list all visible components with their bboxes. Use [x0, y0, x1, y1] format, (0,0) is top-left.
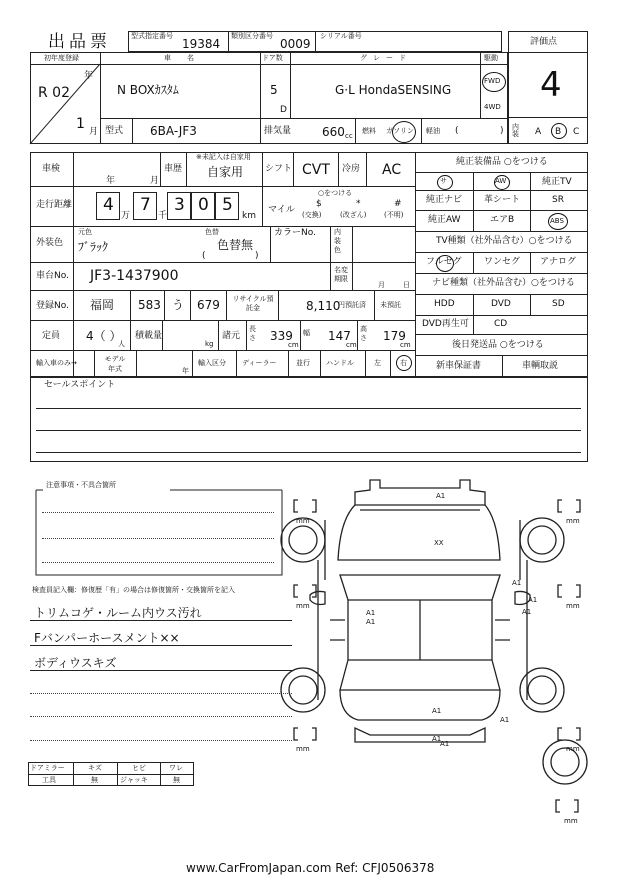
damage-right-front: A1	[512, 579, 522, 587]
unknown-label: (不明)	[384, 211, 404, 219]
recycle-value: 8,110	[306, 299, 341, 313]
damage-left-door-2: A1	[366, 618, 376, 626]
grade-label: グレード	[360, 54, 412, 62]
mileage-digit-4: 0	[198, 195, 209, 215]
fuel-label: 燃料	[362, 127, 376, 135]
first-reg-label: 初年度登録	[44, 54, 79, 62]
shaken-month: 月	[150, 176, 160, 186]
use-value: 自家用	[207, 165, 244, 179]
color-value: ﾌﾞﾗｯｸ	[78, 240, 109, 254]
tire-mm-rear-right-2: mm	[566, 745, 580, 753]
damage-right-door-2: A1	[522, 608, 532, 616]
drive-fwd: FWD	[484, 77, 501, 85]
color-num-label: カラーNo.	[274, 228, 316, 238]
width-label: 幅	[303, 329, 310, 337]
load-label: 積載量	[135, 331, 163, 341]
car-name-value: N BOXｶｽﾀﾑ	[117, 83, 179, 97]
legend-none-1: 無	[91, 776, 98, 784]
width-value: 147	[328, 329, 351, 343]
name-change-label: 名変期限	[334, 266, 348, 283]
sunroof-item: サ	[440, 177, 447, 185]
tire-mm-rear-right: mm	[566, 602, 580, 610]
genuine-navi-item: 純正ナビ	[426, 195, 463, 205]
sales-point-label: セールスポイント	[44, 380, 116, 390]
analog-item: アナログ	[540, 257, 577, 267]
rating-label: 評価点	[530, 37, 558, 47]
first-reg-era: R 02	[38, 85, 70, 101]
tire-mm-front-left: mm	[296, 517, 310, 525]
inspector-note: 検査員記入欄：修復歴「有」の場合は修復箇所・交換箇所を記入	[32, 586, 235, 594]
right-label: 右	[400, 359, 407, 367]
tire-mm-spare: mm	[564, 817, 578, 825]
note-line-1: トリムコゲ・ルーム内ウス汚れ	[34, 606, 202, 620]
parallel-label: 並行	[296, 359, 310, 367]
mileage-digit-5: 5	[222, 195, 233, 215]
handle-label: ハンドル	[326, 359, 354, 367]
leather-item: 革シート	[484, 195, 521, 205]
grade-value: G·L HondaSENSING	[335, 83, 452, 97]
length-unit: cm	[288, 341, 299, 349]
left-label: 左	[374, 359, 381, 367]
abs-item: ABS	[550, 217, 564, 225]
width-unit: cm	[346, 341, 357, 349]
damage-right-rear: A1	[500, 716, 510, 724]
dims-label: 諸元	[222, 331, 241, 341]
displacement-label: 排気量	[264, 126, 292, 136]
airbag-item: エアB	[490, 215, 515, 225]
shaken-label: 車検	[42, 164, 61, 174]
drive-label: 駆動	[484, 54, 498, 62]
model-spec-value: 19384	[182, 37, 221, 51]
aw-item: AW	[495, 177, 507, 185]
model-spec-label: 型式指定番号	[131, 32, 173, 40]
dvd-item: DVD	[491, 299, 511, 309]
category-value: 0009	[280, 37, 311, 51]
swap-symbol: $	[316, 199, 322, 209]
capacity-label: 定員	[42, 331, 61, 341]
shift-value: CVT	[302, 162, 330, 178]
height-value: 179	[383, 329, 406, 343]
length-value: 339	[270, 329, 293, 343]
mileage-digit-2: 7	[140, 195, 151, 215]
displacement-unit: cc	[345, 132, 353, 140]
tv-header: TV種類（社外品含む）○をつける	[436, 236, 573, 246]
dvd-player-item: DVD再生可	[422, 319, 469, 329]
interior-b: B	[555, 127, 562, 137]
mark-note: ○をつける	[318, 189, 353, 197]
load-unit: kg	[205, 340, 214, 348]
interior-c: C	[573, 127, 580, 137]
capacity-unit: 人	[118, 340, 125, 348]
serial-label: シリアル番号	[320, 32, 362, 40]
height-label: 高さ	[360, 325, 367, 342]
rating-value: 4	[540, 65, 562, 105]
navi-header: ナビ種類（社外品含む）○をつける	[432, 278, 575, 288]
reg-num: 679	[197, 298, 220, 312]
tire-mm-front-right: mm	[566, 517, 580, 525]
import-class-label: 輸入区分	[198, 359, 226, 367]
recycle-unpaid: 未預託	[380, 301, 401, 309]
reg-label: 登録No.	[36, 301, 69, 311]
damage-right-door-1: A1	[528, 596, 538, 604]
year-suffix: 年	[84, 71, 94, 81]
orig-color-label: 元色	[78, 228, 92, 236]
recycle-label: リサイクル預託金	[232, 295, 274, 312]
reg-city: 福岡	[90, 298, 115, 312]
new-warranty-item: 新車保証書	[436, 361, 482, 371]
type-label: 型式	[105, 126, 124, 136]
capacity-value: 4（ ）	[86, 329, 122, 343]
genuine-tv-item: 純正TV	[542, 177, 572, 187]
doors-label: ドア数	[262, 54, 283, 62]
mileage-label: 走行距離	[36, 200, 73, 210]
note-line-2: Fバンパーホースメント××	[34, 631, 180, 645]
mileage-sen: 千	[158, 211, 168, 221]
dealer-label: ディーラー	[242, 359, 277, 367]
manual-item: 車輌取説	[522, 361, 559, 371]
sheet-title: 出品票	[48, 32, 111, 52]
recycle-unit: 円預託済	[338, 301, 366, 309]
damage-rear: A1	[432, 707, 442, 715]
cooler-value: AC	[382, 162, 402, 178]
legend-ware: ワレ	[169, 764, 183, 772]
note-line-3: ボディウスキズ	[34, 656, 117, 670]
hdd-item: HDD	[434, 299, 455, 309]
sd-item: SD	[552, 299, 565, 309]
tire-mm-rear-left-2: mm	[296, 745, 310, 753]
swap-label: (交換)	[302, 211, 322, 219]
type-value: 6BA-JF3	[150, 124, 197, 138]
chassis-value: JF3-1437900	[90, 268, 179, 284]
interior-a: A	[535, 127, 542, 137]
mile-label: マイル	[268, 205, 295, 215]
interior-label: 内装	[512, 123, 519, 138]
damage-front-bumper: A1	[436, 492, 446, 500]
model-year-label: モデル年式	[104, 355, 126, 373]
cooler-label: 冷房	[342, 164, 361, 174]
color-label: 外装色	[36, 238, 64, 248]
first-reg-month: 1	[76, 116, 85, 132]
footer-watermark: www.CarFromJapan.com Ref: CFJ0506378	[186, 861, 435, 875]
repaint-label: 色替	[205, 228, 219, 236]
later-header: 後日発送品 ○をつける	[452, 340, 544, 350]
drive-4wd: 4WD	[484, 103, 501, 111]
use-label: 車歴	[164, 164, 183, 174]
full-seg-item: フルセグ	[426, 257, 462, 267]
length-label: 長さ	[249, 325, 256, 342]
notes-header: 注意事項・不具合箇所	[46, 481, 116, 489]
damage-hood: XX	[434, 539, 444, 547]
legend-kizu: キズ	[88, 764, 102, 772]
legend-hibi: ヒビ	[132, 764, 146, 772]
legend-doormirror: ドアミラー	[30, 764, 65, 772]
unknown-symbol: #	[394, 199, 402, 209]
shaken-year: 年	[106, 176, 116, 186]
damage-left-door-1: A1	[366, 609, 376, 617]
car-name-label: 車名	[164, 54, 210, 62]
legend-jack: ジャッキ	[120, 776, 148, 784]
genuine-header: 純正装備品 ○をつける	[456, 157, 548, 167]
tamper-label: (改ざん)	[340, 211, 367, 219]
use-note: ※未記入は自家用	[196, 153, 251, 161]
legend-tools: 工具	[42, 776, 56, 784]
int-color-label: 内装色	[334, 228, 341, 254]
height-unit: cm	[400, 341, 411, 349]
month-suffix: 月	[89, 127, 99, 137]
fuel-gasoline: ガソリン	[386, 127, 414, 135]
light-oil-label: 軽油	[426, 127, 440, 135]
cd-item: CD	[494, 319, 508, 329]
doors-suffix: D	[280, 105, 287, 115]
chassis-label: 車台No.	[36, 271, 69, 281]
genuine-aw-item: 純正AW	[428, 215, 461, 225]
sr-item: SR	[552, 195, 564, 205]
mileage-man: 万	[121, 211, 131, 221]
legend-none-2: 無	[173, 776, 180, 784]
repaint-value: 色替無	[217, 238, 254, 252]
mileage-unit: km	[242, 211, 256, 221]
shift-label: シフト	[265, 164, 293, 174]
displacement-value: 660	[322, 125, 345, 139]
reg-kana: う	[172, 298, 185, 312]
mileage-digit-1: 4	[103, 195, 114, 215]
damage-rear-bumper-2: A1	[440, 740, 450, 748]
doors-value: 5	[270, 83, 278, 97]
mileage-digit-3: 3	[174, 195, 185, 215]
damage-rear-bumper-1: A1	[432, 735, 442, 743]
category-label: 類別区分番号	[231, 32, 273, 40]
tamper-symbol: *	[356, 199, 361, 209]
one-seg-item: ワンセグ	[484, 257, 521, 267]
reg-class: 583	[138, 298, 161, 312]
tire-mm-rear-left: mm	[296, 602, 310, 610]
import-label: 輸入車のみ→	[36, 359, 77, 367]
